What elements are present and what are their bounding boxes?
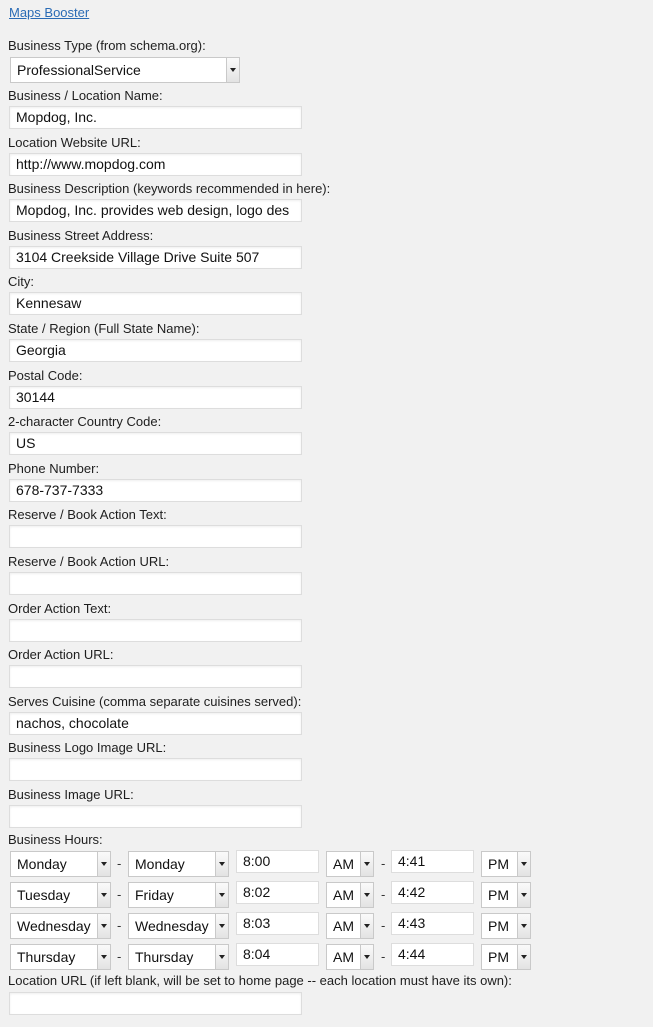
- chevron-down-icon: [215, 883, 228, 907]
- postal-code-label: Postal Code:: [8, 367, 83, 383]
- open-ampm-select-value: AM: [333, 918, 354, 934]
- hours-separator: -: [381, 856, 386, 871]
- close-time-input[interactable]: 4:41: [391, 850, 474, 873]
- close-ampm-select-value: PM: [488, 856, 509, 872]
- day-from-select[interactable]: [10, 913, 111, 939]
- open-time-input[interactable]: 8:03: [236, 912, 319, 935]
- hours-separator: -: [381, 887, 386, 902]
- open-time-input[interactable]: 8:00: [236, 850, 319, 873]
- order-action-text-input[interactable]: [9, 619, 302, 642]
- business-image-url-input[interactable]: [9, 805, 302, 828]
- chevron-down-icon: [215, 914, 228, 938]
- order-action-text-label: Order Action Text:: [8, 600, 112, 616]
- hours-separator: -: [117, 887, 122, 902]
- street-address-label: Business Street Address:: [8, 227, 154, 243]
- order-action-url-label: Order Action URL:: [8, 647, 114, 663]
- close-ampm-select-value: PM: [488, 949, 509, 965]
- business-type-select[interactable]: [10, 57, 240, 83]
- close-ampm-select[interactable]: [481, 944, 531, 970]
- open-ampm-select[interactable]: [326, 913, 374, 939]
- day-from-select[interactable]: [10, 851, 111, 877]
- logo-image-url-label: Business Logo Image URL:: [8, 740, 167, 756]
- reserve-action-text-label: Reserve / Book Action Text:: [8, 507, 167, 523]
- chevron-down-icon: [360, 945, 373, 969]
- country-code-input[interactable]: US: [9, 432, 302, 455]
- open-ampm-select[interactable]: [326, 851, 374, 877]
- state-region-label: State / Region (Full State Name):: [8, 321, 200, 336]
- day-to-select[interactable]: [128, 913, 229, 939]
- close-time-input[interactable]: 4:44: [391, 943, 474, 966]
- business-name-label: Business / Location Name:: [8, 88, 163, 103]
- close-time-input[interactable]: 4:42: [391, 881, 474, 904]
- close-ampm-select[interactable]: [481, 913, 531, 939]
- state-region-input[interactable]: Georgia: [9, 339, 302, 362]
- chevron-down-icon: [97, 914, 110, 938]
- close-ampm-select-value: PM: [488, 918, 509, 934]
- chevron-down-icon: [360, 883, 373, 907]
- day-to-select-value: Monday: [135, 856, 185, 872]
- chevron-down-icon: [226, 58, 239, 82]
- day-to-select[interactable]: [128, 851, 229, 877]
- website-url-label: Location Website URL:: [8, 134, 141, 150]
- chevron-down-icon: [97, 945, 110, 969]
- open-ampm-select[interactable]: [326, 882, 374, 908]
- hours-separator: -: [117, 918, 122, 933]
- location-url-input[interactable]: [9, 992, 302, 1015]
- day-to-select[interactable]: [128, 944, 229, 970]
- city-label: City:: [8, 274, 34, 290]
- hours-separator: -: [381, 918, 386, 933]
- chevron-down-icon: [360, 852, 373, 876]
- business-type-value: ProfessionalService: [17, 62, 141, 78]
- day-from-select[interactable]: [10, 944, 111, 970]
- phone-number-label: Phone Number:: [8, 460, 100, 476]
- hours-separator: -: [117, 856, 122, 871]
- close-time-input[interactable]: 4:43: [391, 912, 474, 935]
- day-from-select-value: Monday: [17, 856, 67, 872]
- business-description-label: Business Description (keywords recommended in here):: [8, 181, 331, 197]
- day-to-select-value: Wednesday: [135, 918, 209, 934]
- day-to-select[interactable]: [128, 882, 229, 908]
- open-time-input[interactable]: 8:04: [236, 943, 319, 966]
- business-type-label: Business Type (from schema.org):: [8, 38, 206, 53]
- serves-cuisine-label: Serves Cuisine (comma separate cuisines served):: [8, 693, 302, 709]
- chevron-down-icon: [517, 883, 530, 907]
- postal-code-input[interactable]: 30144: [9, 386, 302, 409]
- day-from-select[interactable]: [10, 882, 111, 908]
- day-from-select-value: Tuesday: [17, 887, 71, 903]
- chevron-down-icon: [97, 883, 110, 907]
- street-address-input[interactable]: 3104 Creekside Village Drive Suite 507: [9, 246, 302, 269]
- reserve-action-url-label: Reserve / Book Action URL:: [8, 554, 170, 569]
- open-ampm-select-value: AM: [333, 887, 354, 903]
- hours-separator: -: [117, 949, 122, 964]
- phone-number-input[interactable]: 678-737-7333: [9, 479, 302, 502]
- open-ampm-select-value: AM: [333, 856, 354, 872]
- business-description-input[interactable]: Mopdog, Inc. provides web design, logo des: [9, 199, 302, 222]
- reserve-action-text-input[interactable]: [9, 525, 302, 548]
- close-ampm-select-value: PM: [488, 887, 509, 903]
- chevron-down-icon: [360, 914, 373, 938]
- city-input[interactable]: Kennesaw: [9, 292, 302, 315]
- open-ampm-select[interactable]: [326, 944, 374, 970]
- website-url-input[interactable]: http://www.mopdog.com: [9, 153, 302, 176]
- chevron-down-icon: [517, 852, 530, 876]
- business-name-input[interactable]: Mopdog, Inc.: [9, 106, 302, 129]
- day-to-select-value: Friday: [135, 887, 174, 903]
- order-action-url-input[interactable]: [9, 665, 302, 688]
- chevron-down-icon: [97, 852, 110, 876]
- business-hours-label: Business Hours:: [8, 832, 103, 847]
- hours-separator: -: [381, 949, 386, 964]
- close-ampm-select[interactable]: [481, 882, 531, 908]
- reserve-action-url-input[interactable]: [9, 572, 302, 595]
- location-url-label: Location URL (if left blank, will be set to home page -- each location must have its own):: [8, 973, 512, 988]
- country-code-label: 2-character Country Code:: [8, 414, 162, 430]
- serves-cuisine-input[interactable]: nachos, chocolate: [9, 712, 302, 735]
- chevron-down-icon: [215, 852, 228, 876]
- close-ampm-select[interactable]: [481, 851, 531, 877]
- logo-image-url-input[interactable]: [9, 758, 302, 781]
- day-from-select-value: Wednesday: [17, 918, 91, 934]
- day-to-select-value: Thursday: [135, 949, 194, 965]
- day-from-select-value: Thursday: [17, 949, 76, 965]
- open-ampm-select-value: AM: [333, 949, 354, 965]
- open-time-input[interactable]: 8:02: [236, 881, 319, 904]
- chevron-down-icon: [215, 945, 228, 969]
- business-image-url-label: Business Image URL:: [8, 787, 134, 802]
- maps-booster-link[interactable]: Maps Booster: [9, 5, 90, 20]
- chevron-down-icon: [517, 945, 530, 969]
- chevron-down-icon: [517, 914, 530, 938]
